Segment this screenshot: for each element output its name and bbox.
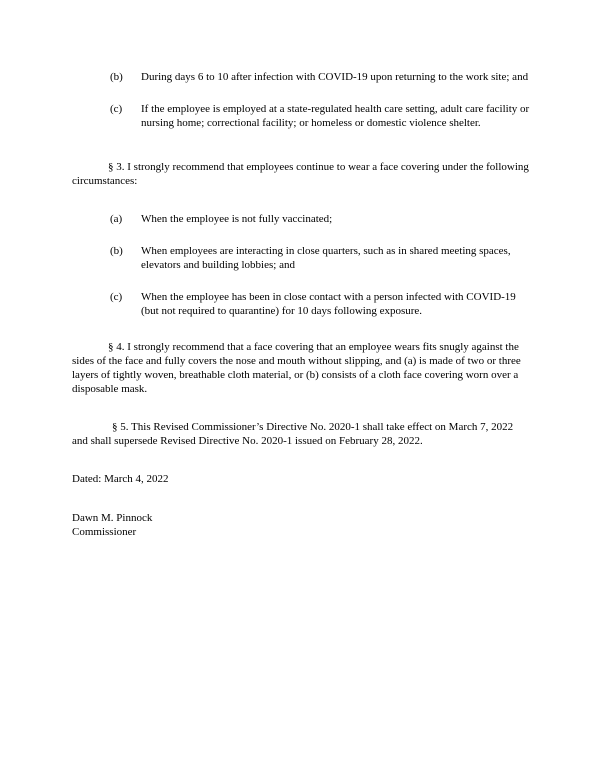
list-item-text: When employees are interacting in close quarters, such as in shared meeting spaces, elevators and building lobbies; and [141,245,511,271]
list-item [72,70,530,84]
list-item-text: If the employee is employed at a state-regulated health care setting, adult care facility or nursing home; correctional facility; or homeless or domestic violence shelter. [141,103,530,129]
list-item-marker: (b) [110,71,123,83]
signatory-title: Commissioner [72,526,137,538]
list-item-text: When the employee has been in close contact with a person infected with COVID-19 (but not required to quarantine) for 10 days following exposure. [141,291,516,317]
list-item-text: When the employee is not fully vaccinated; [141,213,333,225]
list-item [72,290,530,318]
list-item-marker: (c) [110,103,123,115]
section-4-paragraph: § 4. I strongly recommend that a face covering that an employee wears fits snugly against the sides of the face and fully covers the nose and mouth without slipping, and (a) is made of two or three layers of tightly woven, breathable cloth material, or (b) consists of a cloth face covering worn over a disposable mask. [72,341,521,395]
list-item-text: During days 6 to 10 after infection with COVID-19 upon returning to the work site; and [141,71,529,83]
spacer [72,486,530,511]
signatory-name: Dawn M. Pinnock [72,512,153,524]
spacer [72,412,530,420]
list-item [72,102,530,130]
list-item-marker: (b) [110,245,123,257]
list-item-marker: (c) [110,291,123,303]
spacer [72,464,530,472]
list-item-marker: (a) [110,213,123,225]
spacer [72,204,530,212]
section-5-paragraph: § 5. This Revised Commissioner’s Directive No. 2020-1 shall take effect on March 7, 2022 and shall supersede Revised Directive No. 2020-1 issued on February 28, 2022. [72,421,514,447]
dated-line: Dated: March 4, 2022 [72,473,169,485]
list-item [72,212,530,226]
list-item [72,244,530,272]
section-3-paragraph: § 3. I strongly recommend that employees continue to wear a face covering under the following circumstances: [72,161,529,187]
spacer [72,152,530,160]
document-body [72,70,530,539]
signature-block [72,511,530,539]
